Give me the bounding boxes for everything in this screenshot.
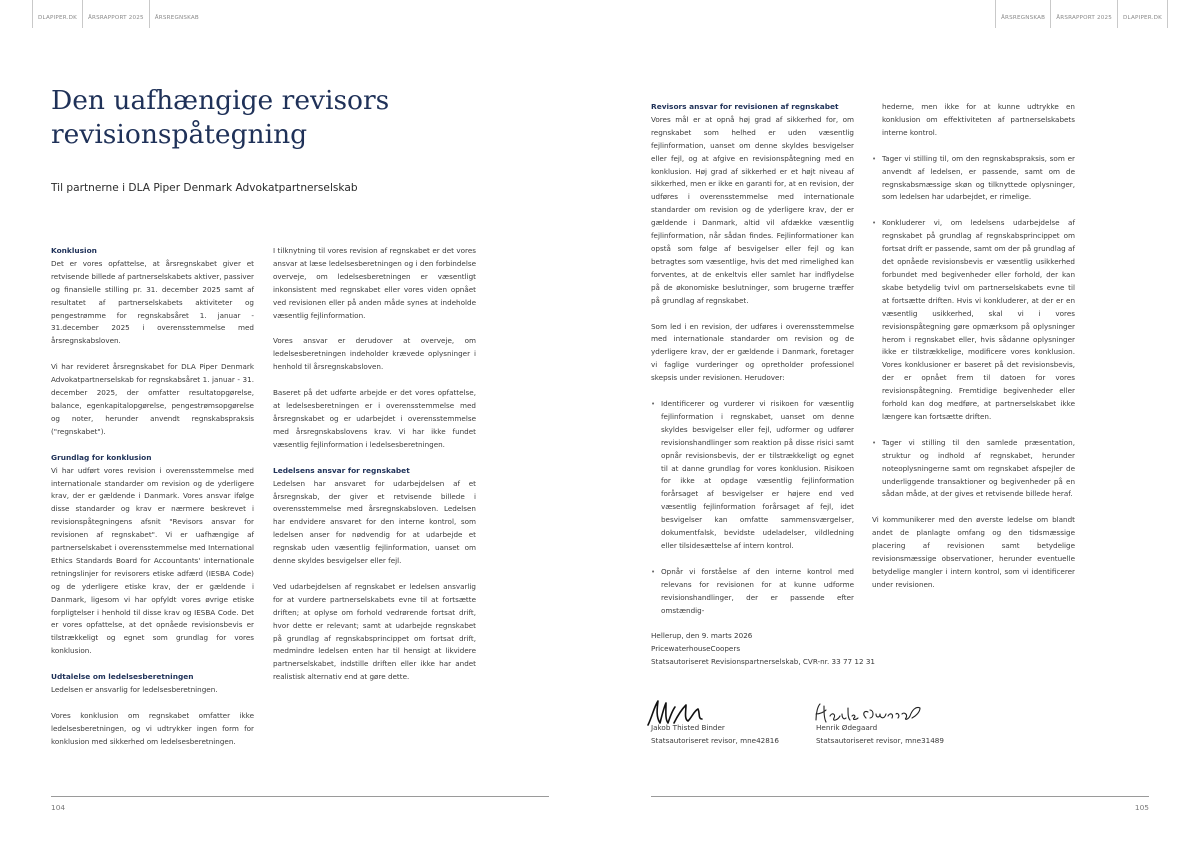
breadcrumb-item[interactable]: DLAPIPER.DK xyxy=(32,0,82,28)
paragraph: Ved udarbejdelsen af regnskabet er ledelsen ansvarlig for at vurdere partnerselskabets evne til at fortsætte driften; at oplyse om forhold vedrørende fortsat drift, hvor dette er relevant; samt at udarbejde regnskabet på grundlag af regnskabsprincippet om fortsat drift, medmindre ledelsen enten har til hensigt at likvidere partnerselskabet, indstille driften eller ikke har andet realistisk alternativ end at gøre dette. xyxy=(273,581,476,682)
section-heading: Ledelsens ansvar for regnskabet xyxy=(273,465,410,475)
paragraph: Ledelsen er ansvarlig for ledelsesberetningen. xyxy=(51,685,218,695)
paragraph: Vi har revideret årsregnskabet for DLA Piper Denmark Advokatpartnerselskab for regnskabsåret 1. januar - 31. december 2025, der omfatter resultatopgørelse, balance, egenkapitalopgørelse, pengestrømsopgørelse og noter, herunder anvendt regnskabspraksis ("regnskabet"). xyxy=(51,362,254,436)
paragraph: Vores mål er at opnå høj grad af sikkerhed for, om regnskabet som helhed er uden væsentlig fejlinformation, uanset om denne skyldes besvigelser eller fejl, og at afgive en revisionspåtegning med en konklusion. Høj grad af sikkerhed er et højt niveau af sikkerhed, men er ikke en garanti for, at en revision, der udføres i overensstemmelse med internationale standarder om revision og de yderligere krav, der er gældende i Danmark, altid vil afdække væsentlig fejlinformation, når sådan findes. Fejlinformationer kan opstå som følge af besvigelser eller fejl og kan betragtes som væsentlige, hvis det med rimelighed kan forventes, at de enkeltvis eller samlet har indflydelse på de økonomiske beslutninger, som brugerne træffer på grundlag af regnskabet. xyxy=(651,114,855,305)
breadcrumb xyxy=(995,0,1168,28)
signatory-name: Henrik Ødegaard xyxy=(816,723,878,732)
page-number: 104 xyxy=(51,803,66,812)
text-column-3 xyxy=(651,101,854,631)
place-date: Hellerup, den 9. marts 2026 xyxy=(651,631,753,640)
firm-name: PricewaterhouseCoopers xyxy=(651,643,741,653)
signature-header xyxy=(651,630,1051,669)
paragraph: Vi kommunikerer med den øverste ledelse om blandt andet de planlagte omfang og den tidsmæssige placering af revisionen samt betydelige revisionsmæssige observationer, herunder eventuelle betydelige mangler i intern kontrol, som vi identificerer under revisionen. xyxy=(872,515,1075,589)
signatory-1 xyxy=(651,722,811,748)
paragraph: Ledelsen har ansvaret for udarbejdelsen af et årsregnskab, der giver et retvisende billede i overensstemmelse med årsregnskabsloven. Ledelsen har endvidere ansvaret for den interne kontrol, som ledelsen anser for nødvendig for at udarbejde et regnskab uden væsentlig fejlinformation, uanset om denne skyldes besvigelser eller fejl. xyxy=(273,478,476,566)
breadcrumb-item[interactable]: DLAPIPER.DK xyxy=(1117,0,1168,28)
list-item: • Konkluderer vi, om ledelsens udarbejdelse af regnskabet på grundlag af regnskabsprincippet om fortsat drift er passende, samt om der på grundlag af det opnåede revisionsbevis er væsentlig usikkerhed forbundet med begivenheder eller forhold, der kan skabe betydelig tvivl om partnerselskabets evne til at fortsætte driften. Hvis vi konkluderer, at der er en væsentlig usikkerhed, skal vi i vores revisionspåtegning gøre opmærksom på oplysninger herom i regnskabet eller, hvis sådanne oplysninger ikke er tilstrækkelige, modificere vores konklusion. Vores konklusioner er baseret på det revisionsbevis, der er opnået frem til datoen for vores revisionspåtegning. Fremtidige begivenheder eller forhold kan dog medføre, at partnerselskabet ikke længere kan fortsætte driften. xyxy=(872,217,1075,424)
list-item: • Opnår vi forståelse af den interne kontrol med relevans for revisionen for at kunne udforme revisionshandlinger, der er passende efter omstændig- xyxy=(651,566,854,618)
page-number: 105 xyxy=(1134,803,1149,812)
paragraph: Baseret på det udførte arbejde er det vores opfattelse, at ledelsesberetningen er i overensstemmelse med årsregnskabet og er udarbejdet i overensstemmelse med årsregnskabslovens krav. Vi har ikke fundet væsentlig fejlinformation i ledelsesberetningen. xyxy=(273,388,476,449)
breadcrumb-item[interactable]: ÅRSREGNSKAB xyxy=(995,0,1050,28)
signatory-2 xyxy=(816,722,996,748)
breadcrumb-item[interactable]: ÅRSRAPPORT 2025 xyxy=(82,0,149,28)
signatory-name: Jakob Thisted Binder xyxy=(651,723,725,732)
paragraph: hederne, men ikke for at kunne udtrykke en konklusion om effektiviteten af partnerselskabets interne kontrol. xyxy=(882,102,1075,137)
text-column-4 xyxy=(872,101,1075,605)
list-item: • Identificerer og vurderer vi risikoen for væsentlig fejlinformation i regnskabet, uanset om denne skyldes besvigelser eller fejl, udformer og udfører revisionshandlinger som reaktion på disse risici samt opnår revisionsbevis, der er tilstrækkeligt og egnet til at danne grundlag for vores konklusion. Risikoen for ikke at opdage væsentlig fejlinformation forårsaget af besvigelser er højere end ved væsentlig fejlinformation forårsaget af fejl, idet besvigelser kan omfatte sammensværgelser, dokumentfalsk, bevidste udeladelser, vildledning eller tilsidesættelse af intern kontrol. xyxy=(651,398,854,553)
paragraph: Vi har udført vores revision i overensstemmelse med internationale standarder om revision og de yderligere krav, der er gældende i Danmark. Vores ansvar ifølge disse standarder og krav er nærmere beskrevet i revisionspåtegningens afsnit "Revisors ansvar for revisionen af regnskabet". Vi er uafhængige af partnerselskabet i overensstemmelse med International Ethics Standards Board for Accountants' internationale retningslinjer for revisorers etiske adfærd (IESBA Code) og de yderligere etiske krav, der er gældende i Danmark, ligesom vi har opfyldt vores øvrige etiske forpligtelser i henhold til disse krav og IESBA Code. Det er vores opfattelse, at det opnåede revisionsbevis er tilstrækkeligt og egnet som grundlag for vores konklusion. xyxy=(51,465,254,656)
signatory-title: Statsautoriseret revisor, mne31489 xyxy=(816,735,944,745)
section-heading: Udtalelse om ledelsesberetningen xyxy=(51,672,194,682)
section-heading: Grundlag for konklusion xyxy=(51,452,152,462)
page-subtitle: Til partnerne i DLA Piper Denmark Advokatpartnerselskab xyxy=(51,182,358,194)
paragraph: Som led i en revision, der udføres i overensstemmelse med internationale standarder om revision og de yderligere krav, der er gældende i Danmark, foretager vi faglige vurderinger og opretholder professionel skepsis under revisionen. Herudover: xyxy=(651,321,854,383)
text-column-1 xyxy=(51,245,254,762)
section-heading: Revisors ansvar for revisionen af regnskabet xyxy=(651,102,839,111)
paragraph: Vores ansvar er derudover at overveje, om ledelsesberetningen indeholder krævede oplysninger i henhold til årsregnskabsloven. xyxy=(273,336,476,372)
paragraph: Vores konklusion om regnskabet omfatter ikke ledelsesberetningen, og vi udtrykker ingen form for konklusion med sikkerhed om ledelsesberetningen. xyxy=(51,711,254,746)
signatory-title: Statsautoriseret revisor, mne42816 xyxy=(651,735,779,745)
text-column-2 xyxy=(273,245,476,697)
breadcrumb xyxy=(32,0,204,28)
paragraph: Det er vores opfattelse, at årsregnskabet giver et retvisende billede af partnerselskabets aktiver, passiver og finansielle stilling pr. 31. december 2025 samt af resultatet af partnerselskabets aktiviteter og pengestrømme for regnskabsåret 1. januar - 31.december 2025 i overensstemmelse med årsregnskabsloven. xyxy=(51,258,254,346)
footer-rule xyxy=(51,796,549,797)
list-item: • Tager vi stilling til, om den regnskabspraksis, som er anvendt af ledelsen, er passende, samt om de regnskabsmæssige skøn og tilknyttede oplysninger, som ledelsen har udarbejdet, er rimelige. xyxy=(872,153,1075,205)
page-title: Den uafhængige revisors revisionspåtegning xyxy=(51,85,390,150)
right-page xyxy=(600,0,1200,849)
breadcrumb-item[interactable]: ÅRSREGNSKAB xyxy=(149,0,204,28)
breadcrumb-item[interactable]: ÅRSRAPPORT 2025 xyxy=(1050,0,1117,28)
firm-detail: Statsautoriseret Revisionspartnerselskab, CVR-nr. 33 77 12 31 xyxy=(651,656,875,666)
bullet-list xyxy=(651,398,854,618)
footer-rule xyxy=(651,796,1149,797)
section-heading: Konklusion xyxy=(51,246,97,255)
bullet-list xyxy=(872,153,1075,502)
paragraph: I tilknytning til vores revision af regnskabet er det vores ansvar at læse ledelsesberetningen og i den forbindelse overveje, om ledelsesberetningen er væsentligt inkonsistent med regnskabet eller vores viden opnået ved revisionen eller på anden måde synes at indeholde væsentlig fejlinformation. xyxy=(273,246,476,320)
list-item: • Tager vi stilling til den samlede præsentation, struktur og indhold af regnskabet, herunder noteoplysningerne samt om regnskabet afspejler de underliggende transaktioner og begivenheder på en sådan måde, at der gives et retvisende billede heraf. xyxy=(872,437,1075,502)
